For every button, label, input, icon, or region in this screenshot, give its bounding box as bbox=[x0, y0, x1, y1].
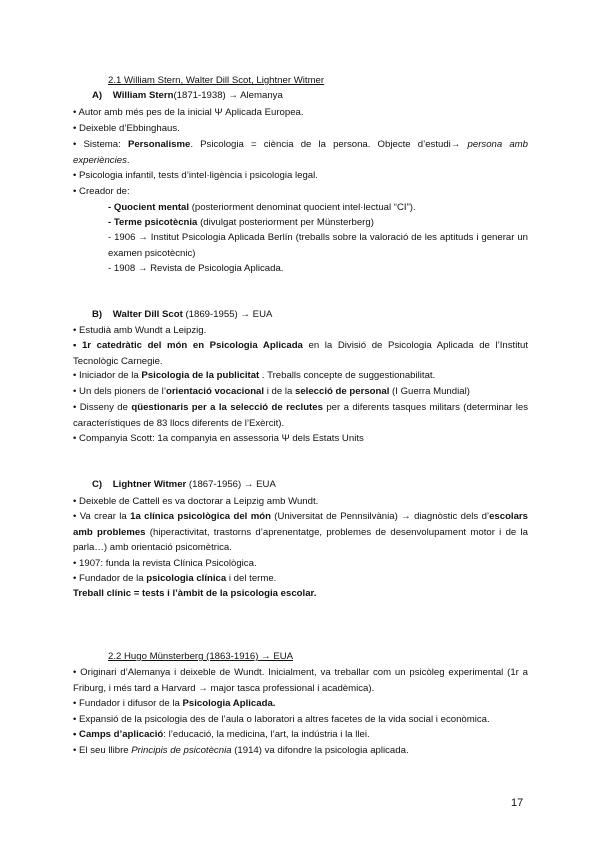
list-item: • Psicologia infantil, tests d’intel·ligència i psicologia legal. bbox=[73, 170, 318, 181]
list-item: • Fundador i difusor de la Psicologia Aplicada. bbox=[73, 698, 276, 709]
subheading-william-stern: A) William Stern(1871-1938) → Alemanya bbox=[92, 90, 283, 101]
list-item: • Estudià amb Wundt a Leipzig. bbox=[73, 325, 207, 336]
list-item: • Autor amb més pes de la inicial Ψ Aplicada Europea. bbox=[73, 107, 304, 118]
list-item: • Fundador de la psicologia clínica i del terme. bbox=[73, 573, 277, 584]
list-item: • Un dels pioners de l’orientació vocacional i de la selecció de personal (I Guerra Mundial) bbox=[73, 386, 470, 397]
list-item: • Companyia Scott: 1a companyia en assessoria Ψ dels Estats Units bbox=[73, 433, 364, 444]
list-item: • Disseny de qüestionaris per a la selecció de reclutes per a diferents tasques militars (determinar les característiques de 83 llocs diferents de l’Exèrcit). bbox=[73, 402, 528, 429]
list-item: • El seu llibre Principis de psicotècnia (1914) va difondre la psicologia aplicada. bbox=[73, 745, 409, 756]
subheading-lightner-witmer: C) Lightner Witmer (1867-1956) → EUA bbox=[92, 479, 276, 490]
list-item: • Originari d’Alemanya i deixeble de Wundt. Inicialment, va treballar com un psicòleg experimental (1r a Friburg, i més tard a Harvard → major tasca professional i acadèmica). bbox=[73, 667, 528, 694]
list-item: • Va crear la 1a clínica psicològica del món (Universitat de Pennsilvània) → diagnòstic dels d’escolars amb problemes (hiperactivitat, trastorns d’aprenentatge, problemes de desenvolupament motor i de la parla…) amb orientació psicomètrica. bbox=[73, 511, 528, 553]
sub-list-item: - Terme psicotècnia (divulgat posteriorment per Münsterberg) bbox=[108, 217, 374, 228]
list-item: • Iniciador de la Psicologia de la publicitat . Treballs concepte de suggestionabilitat. bbox=[73, 370, 436, 381]
page-number: 17 bbox=[511, 797, 524, 809]
list-item: • Deixeble de Cattell es va doctorar a Leipzig amb Wundt. bbox=[73, 496, 319, 507]
list-item: • Deixeble d’Ebbinghaus. bbox=[73, 123, 180, 134]
subheading-walter-dill-scot: B) Walter Dill Scot (1869-1955) → EUA bbox=[92, 309, 273, 320]
list-item: • Creador de: bbox=[73, 186, 130, 197]
list-item: • Camps d’aplicació: l’educació, la medicina, l’art, la indústria i la llei. bbox=[73, 729, 370, 740]
list-item: • Sistema: Personalisme. Psicologia = ciència de la persona. Objecte d’estudi→ persona amb experiències. bbox=[73, 139, 528, 166]
list-item: • 1907: funda la revista Clínica Psicològica. bbox=[73, 558, 257, 569]
list-item: • Expansió de la psicologia des de l’aula o laboratori a altres facetes de la vida social i econòmica. bbox=[73, 714, 490, 725]
section-heading-2-1: 2.1 William Stern, Walter Dill Scot, Lightner Witmer bbox=[108, 75, 325, 86]
list-item: • 1r catedràtic del món en Psicologia Aplicada en la Divisió de Psicologia Aplicada de l’Institut Tecnològic Carnegie. bbox=[73, 340, 528, 367]
section-heading-2-2: 2.2 Hugo Münsterberg (1863-1916) → EUA bbox=[108, 651, 294, 662]
sub-list-item: - 1906 → Institut Psicologia Aplicada Berlín (treballs sobre la valoració de les aptituds i generar un examen psicotècnic) bbox=[108, 232, 528, 259]
sub-list-item: - Quocient mental (posteriorment denominat quocient intel·lectual “CI”). bbox=[108, 202, 416, 213]
sub-list-item: - 1908 → Revista de Psicologia Aplicada. bbox=[108, 263, 284, 274]
summary-line: Treball clínic = tests i l’àmbit de la psicologia escolar. bbox=[73, 588, 317, 599]
